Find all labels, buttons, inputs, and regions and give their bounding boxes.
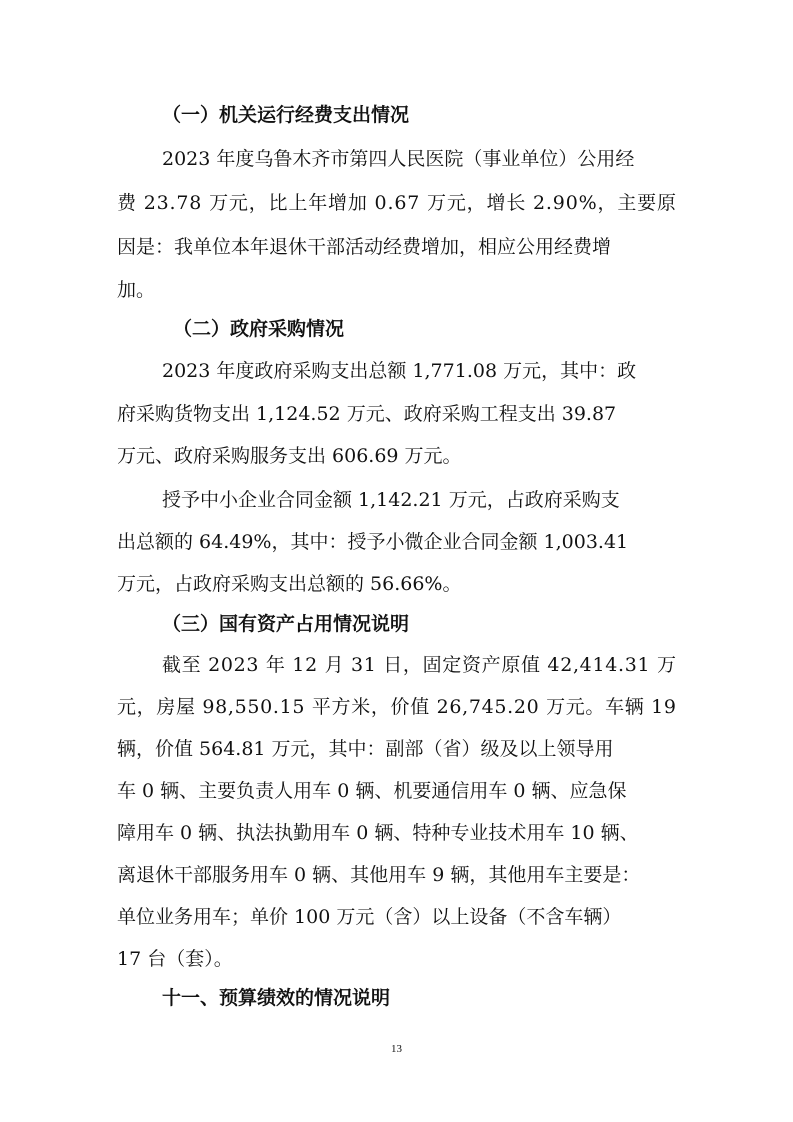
paragraph-line: 万元、政府采购服务支出 606.69 万元。 — [117, 445, 462, 467]
section-heading-budget-performance: 十一、预算绩效的情况说明 — [162, 987, 391, 1009]
paragraph-line: 障用车 0 辆、执法执勤用车 0 辆、特种专业技术用车 10 辆、 — [117, 822, 639, 844]
paragraph-line: 加。 — [117, 279, 156, 301]
page-number: 13 — [391, 1043, 402, 1055]
paragraph-line: 费 23.78 万元，比上年增加 0.67 万元，增长 2.90%，主要原 — [117, 192, 677, 214]
section-heading-state-assets: （三）国有资产占用情况说明 — [162, 613, 410, 635]
paragraph-line: 出总额的 64.49%，其中：授予小微企业合同金额 1,003.41 — [117, 531, 629, 553]
paragraph-line: 离退休干部服务用车 0 辆、其他用车 9 辆，其他用车主要是： — [117, 864, 641, 886]
paragraph-line: 辆，价值 564.81 万元，其中：副部（省）级及以上领导用 — [117, 738, 614, 760]
paragraph-line: 17 台（套）。 — [117, 948, 233, 970]
paragraph-line: 府采购货物支出 1,124.52 万元、政府采购工程支出 39.87 — [117, 403, 617, 425]
paragraph-line: 2023 年度乌鲁木齐市第四人民医院（事业单位）公用经 — [162, 148, 635, 170]
paragraph-line: 车 0 辆、主要负责人用车 0 辆、机要通信用车 0 辆、应急保 — [117, 780, 627, 802]
section-heading-procurement: （二）政府采购情况 — [173, 318, 345, 340]
paragraph-line: 单位业务用车；单价 100 万元（含）以上设备（不含车辆） — [117, 906, 622, 928]
paragraph-line: 截至 2023 年 12 月 31 日，固定资产原值 42,414.31 万 — [162, 654, 677, 676]
paragraph-line: 元，房屋 98,550.15 平方米，价值 26,745.20 万元。车辆 19 — [117, 696, 677, 718]
paragraph-line: 授予中小企业合同金额 1,142.21 万元，占政府采购支 — [162, 489, 620, 511]
paragraph-line: 因是：我单位本年退休干部活动经费增加，相应公用经费增 — [117, 236, 612, 258]
section-heading-operating-expenses: （一）机关运行经费支出情况 — [162, 104, 410, 126]
paragraph-line: 2023 年度政府采购支出总额 1,771.08 万元，其中：政 — [162, 360, 637, 382]
paragraph-line: 万元，占政府采购支出总额的 56.66%。 — [117, 573, 462, 595]
